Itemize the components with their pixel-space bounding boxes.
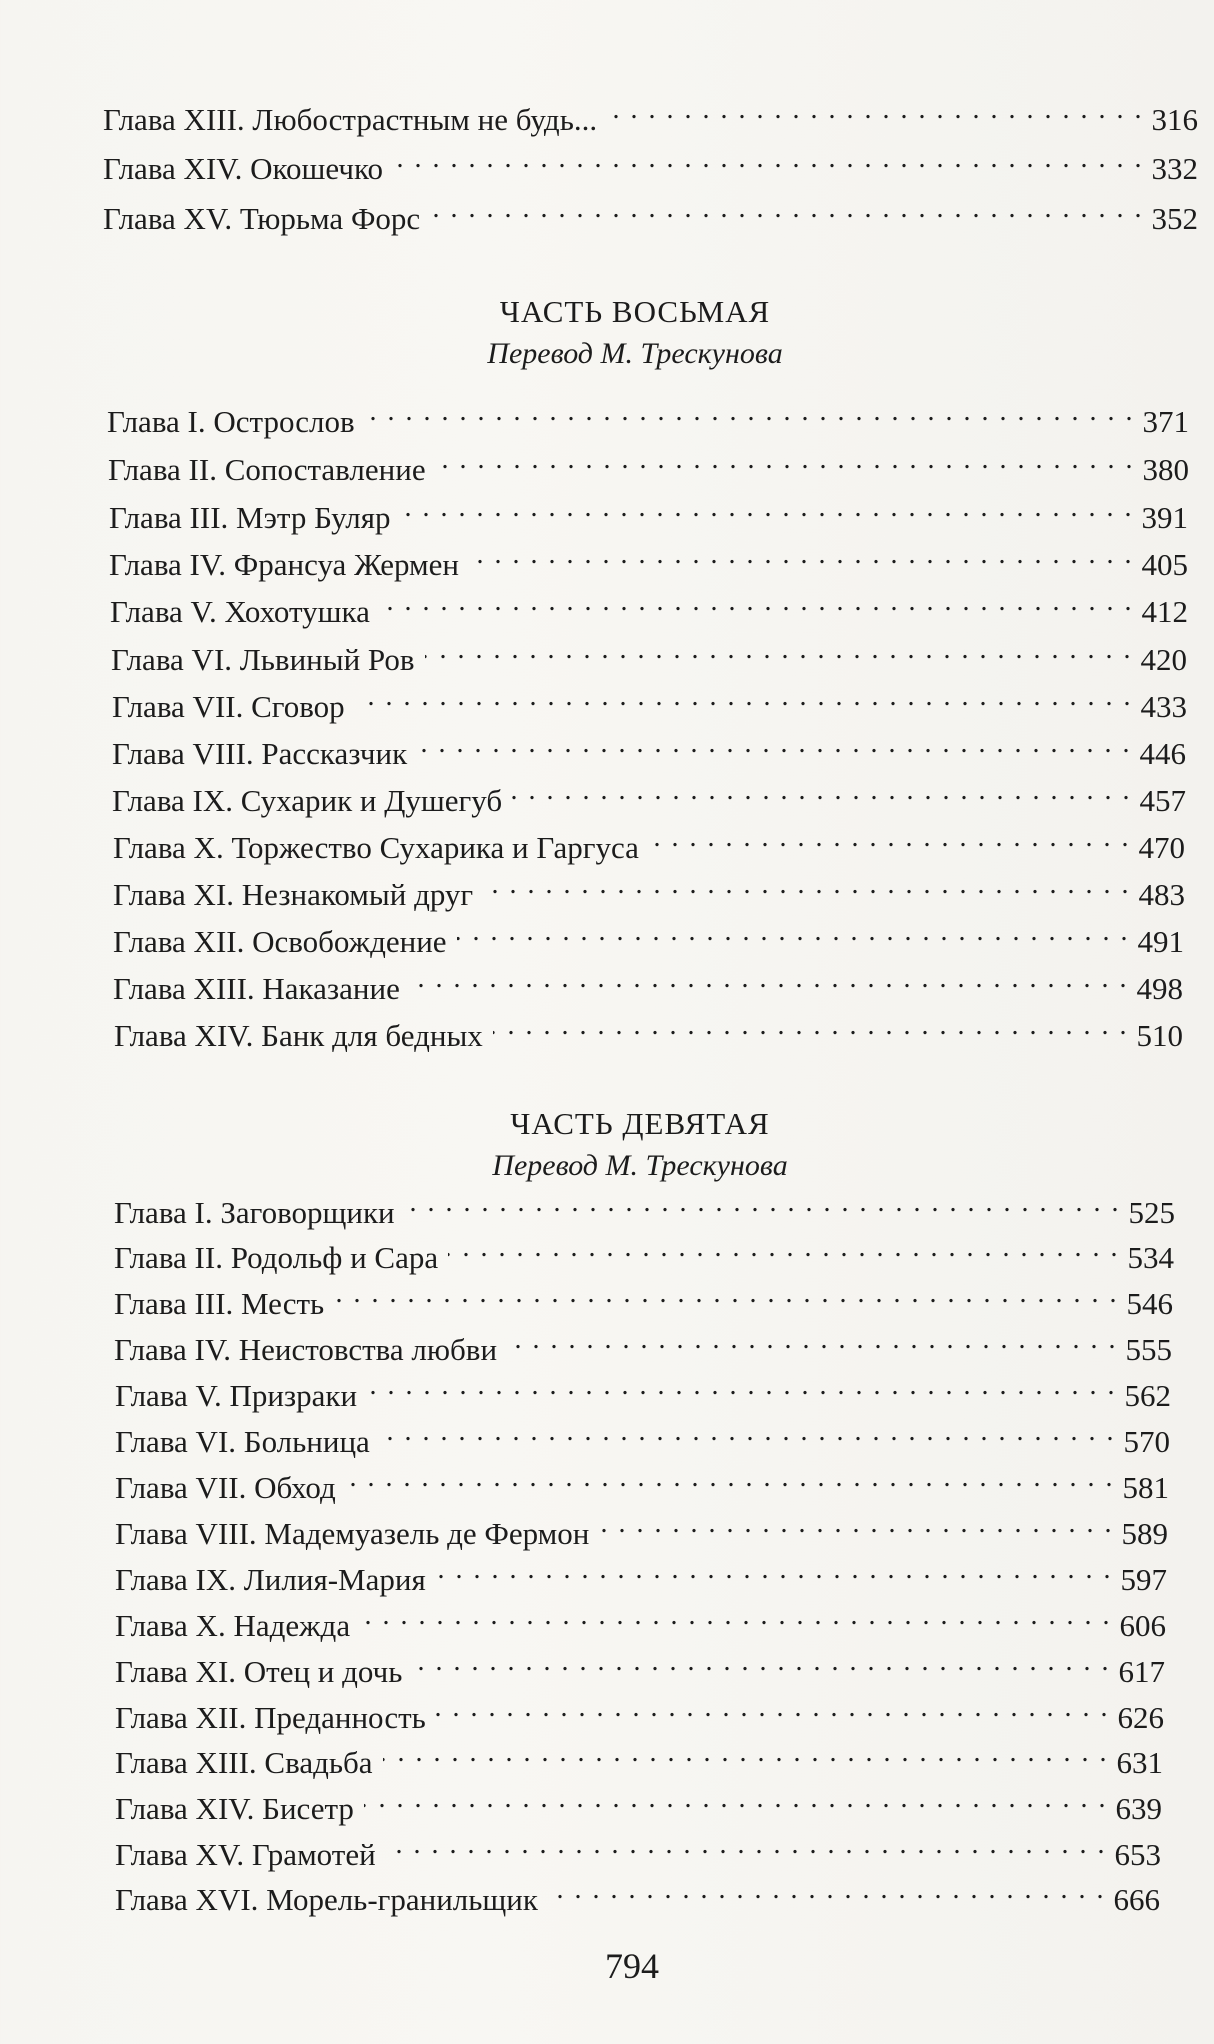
entry-page: 525	[1128, 1195, 1175, 1230]
dot-leader	[334, 1274, 1118, 1314]
part-nine-translator: Перевод М. Трескунова	[492, 1149, 788, 1182]
dot-leader	[386, 1825, 1107, 1865]
toc-entry	[112, 771, 1186, 821]
entry-title: Глава V. Призраки	[115, 1378, 358, 1413]
dot-leader	[400, 488, 1133, 528]
toc-entry	[112, 677, 1187, 727]
entry-title: Глава II. Сопоставление	[108, 452, 426, 487]
entry-title: Глава IV. Франсуа Жермен	[109, 547, 460, 582]
entry-title: Глава VII. Сговор	[112, 689, 345, 724]
dot-leader	[649, 818, 1131, 858]
entry-title: Глава XI. Отец и дочь	[115, 1654, 403, 1689]
toc-entry	[115, 1596, 1166, 1646]
entry-title: Глава IX. Лилия-Мария	[115, 1562, 426, 1597]
entry-title: Глава X. Торжество Сухарика и Гаргуса	[113, 830, 639, 865]
dot-leader	[599, 1504, 1113, 1544]
toc-entry	[115, 1504, 1168, 1554]
part-eight-title: ЧАСТЬ ВОСЬМАЯ	[499, 294, 771, 329]
dot-leader	[425, 630, 1133, 670]
toc-entry	[115, 1779, 1162, 1829]
toc-entry	[115, 1688, 1164, 1738]
entry-page: 639	[1115, 1791, 1162, 1826]
dot-leader	[493, 1006, 1129, 1046]
toc-entry	[114, 1228, 1174, 1278]
dot-leader	[393, 139, 1144, 179]
toc-entry	[113, 818, 1185, 868]
entry-page: 589	[1121, 1516, 1168, 1551]
toc-entry	[113, 959, 1183, 1009]
entry-title: Глава XIV. Окошечко	[103, 151, 383, 186]
entry-title: Глава III. Месть	[114, 1286, 325, 1321]
toc-entry	[112, 724, 1186, 774]
entry-page: 332	[1151, 151, 1198, 186]
entry-page: 371	[1142, 404, 1189, 439]
toc-entry	[109, 488, 1188, 538]
toc-entry	[115, 1366, 1171, 1416]
dot-leader	[607, 90, 1143, 130]
entry-page: 405	[1141, 547, 1188, 582]
entry-page: 606	[1119, 1608, 1166, 1643]
toc-entry	[115, 1550, 1167, 1600]
part-eight-translator: Перевод М. Трескунова	[487, 337, 783, 370]
entry-title: Глава XIII. Наказание	[113, 971, 400, 1006]
dot-leader	[548, 1870, 1106, 1910]
part-nine-title: ЧАСТЬ ДЕВЯТАЯ	[510, 1106, 770, 1141]
toc-entry	[115, 1870, 1160, 1920]
entry-title: Глава X. Надежда	[115, 1608, 351, 1643]
entry-page: 352	[1151, 201, 1198, 236]
entry-page: 626	[1117, 1700, 1164, 1735]
toc-entry	[107, 392, 1189, 442]
toc-entry	[113, 912, 1184, 962]
entry-page: 470	[1138, 830, 1185, 865]
toc-entry	[109, 535, 1188, 585]
entry-page: 457	[1139, 783, 1186, 818]
toc-entry	[103, 90, 1198, 140]
entry-page: 631	[1116, 1745, 1163, 1780]
entry-page: 570	[1123, 1424, 1170, 1459]
dot-leader	[430, 189, 1143, 229]
dot-leader	[346, 1458, 1115, 1498]
toc-entry	[115, 1412, 1170, 1462]
entry-title: Глава III. Мэтр Буляр	[109, 500, 391, 535]
entry-title: Глава VIII. Мадемуазель де Фермон	[115, 1516, 590, 1551]
entry-page: 483	[1138, 877, 1185, 912]
dot-leader	[469, 535, 1133, 575]
dot-leader	[380, 582, 1134, 622]
dot-leader	[367, 1366, 1116, 1406]
dot-leader	[417, 724, 1131, 764]
dot-leader	[405, 1183, 1121, 1223]
dot-leader	[412, 1642, 1110, 1682]
entry-page: 562	[1124, 1378, 1171, 1413]
entry-title: Глава II. Родольф и Сара	[114, 1240, 439, 1275]
entry-page: 380	[1142, 452, 1189, 487]
entry-page: 446	[1139, 736, 1186, 771]
entry-title: Глава IX. Сухарик и Душегуб	[112, 783, 503, 818]
dot-leader	[380, 1412, 1116, 1452]
page-number: 794	[605, 1946, 659, 1986]
toc-entry	[103, 139, 1198, 189]
entry-title: Глава V. Хохотушка	[110, 594, 370, 629]
toc-entry	[110, 582, 1188, 632]
entry-page: 617	[1118, 1654, 1165, 1689]
entry-page: 412	[1141, 594, 1188, 629]
entry-title: Глава XIII. Свадьба	[115, 1745, 373, 1780]
dot-leader	[436, 1688, 1110, 1728]
entry-title: Глава XIII. Любострастным не будь...	[103, 102, 598, 137]
entry-page: 597	[1120, 1562, 1167, 1597]
dot-leader	[507, 1320, 1117, 1360]
entry-title: Глава XIV. Бисетр	[115, 1791, 354, 1826]
entry-page: 510	[1136, 1018, 1183, 1053]
dot-leader	[365, 392, 1135, 432]
toc-entry	[115, 1642, 1165, 1692]
toc-entry	[113, 865, 1185, 915]
entry-title: Глава XI. Незнакомый друг	[113, 877, 474, 912]
entry-page: 498	[1136, 971, 1183, 1006]
entry-page: 581	[1122, 1470, 1169, 1505]
entry-title: Глава VI. Больница	[115, 1424, 370, 1459]
entry-title: Глава XV. Тюрьма Форс	[103, 201, 421, 236]
dot-leader	[355, 677, 1133, 717]
toc-entry	[115, 1458, 1169, 1508]
toc-entry	[114, 1183, 1175, 1233]
entry-title: Глава VIII. Рассказчик	[112, 736, 408, 771]
entry-title: Глава IV. Неистовства любви	[114, 1332, 498, 1367]
entry-title: Глава I. Острослов	[107, 404, 355, 439]
dot-leader	[448, 1228, 1119, 1268]
toc-entry	[111, 630, 1187, 680]
entry-page: 433	[1140, 689, 1187, 724]
toc-entry	[108, 440, 1189, 490]
dot-leader	[483, 865, 1130, 905]
toc-entry	[114, 1006, 1183, 1056]
entry-title: Глава XII. Преданность	[115, 1700, 426, 1735]
entry-page: 491	[1137, 924, 1184, 959]
entry-title: Глава XIV. Банк для бедных	[114, 1018, 483, 1053]
dot-leader	[512, 771, 1131, 811]
entry-title: Глава XVI. Морель-гранильщик	[115, 1882, 538, 1917]
entry-title: Глава XII. Освобождение	[113, 924, 447, 959]
entry-page: 420	[1140, 642, 1187, 677]
entry-title: Глава VI. Львиный Ров	[111, 642, 415, 677]
toc-entry	[115, 1733, 1163, 1783]
dot-leader	[383, 1733, 1109, 1773]
toc-entry	[114, 1320, 1172, 1370]
entry-page: 555	[1125, 1332, 1172, 1367]
dot-leader	[360, 1596, 1111, 1636]
toc-entry	[115, 1825, 1161, 1875]
dot-leader	[410, 959, 1129, 999]
entry-page: 391	[1141, 500, 1188, 535]
entry-title: Глава VII. Обход	[115, 1470, 336, 1505]
dot-leader	[457, 912, 1130, 952]
dot-leader	[436, 1550, 1113, 1590]
entry-page: 546	[1126, 1286, 1173, 1321]
entry-page: 653	[1114, 1837, 1161, 1872]
entry-title: Глава I. Заговорщики	[114, 1195, 395, 1230]
entry-page: 316	[1151, 102, 1198, 137]
entry-page: 666	[1113, 1882, 1160, 1917]
entry-title: Глава XV. Грамотей	[115, 1837, 376, 1872]
toc-entry	[114, 1274, 1173, 1324]
entry-page: 534	[1127, 1240, 1174, 1275]
toc-entry	[103, 189, 1198, 239]
dot-leader	[364, 1779, 1108, 1819]
dot-leader	[436, 440, 1135, 480]
